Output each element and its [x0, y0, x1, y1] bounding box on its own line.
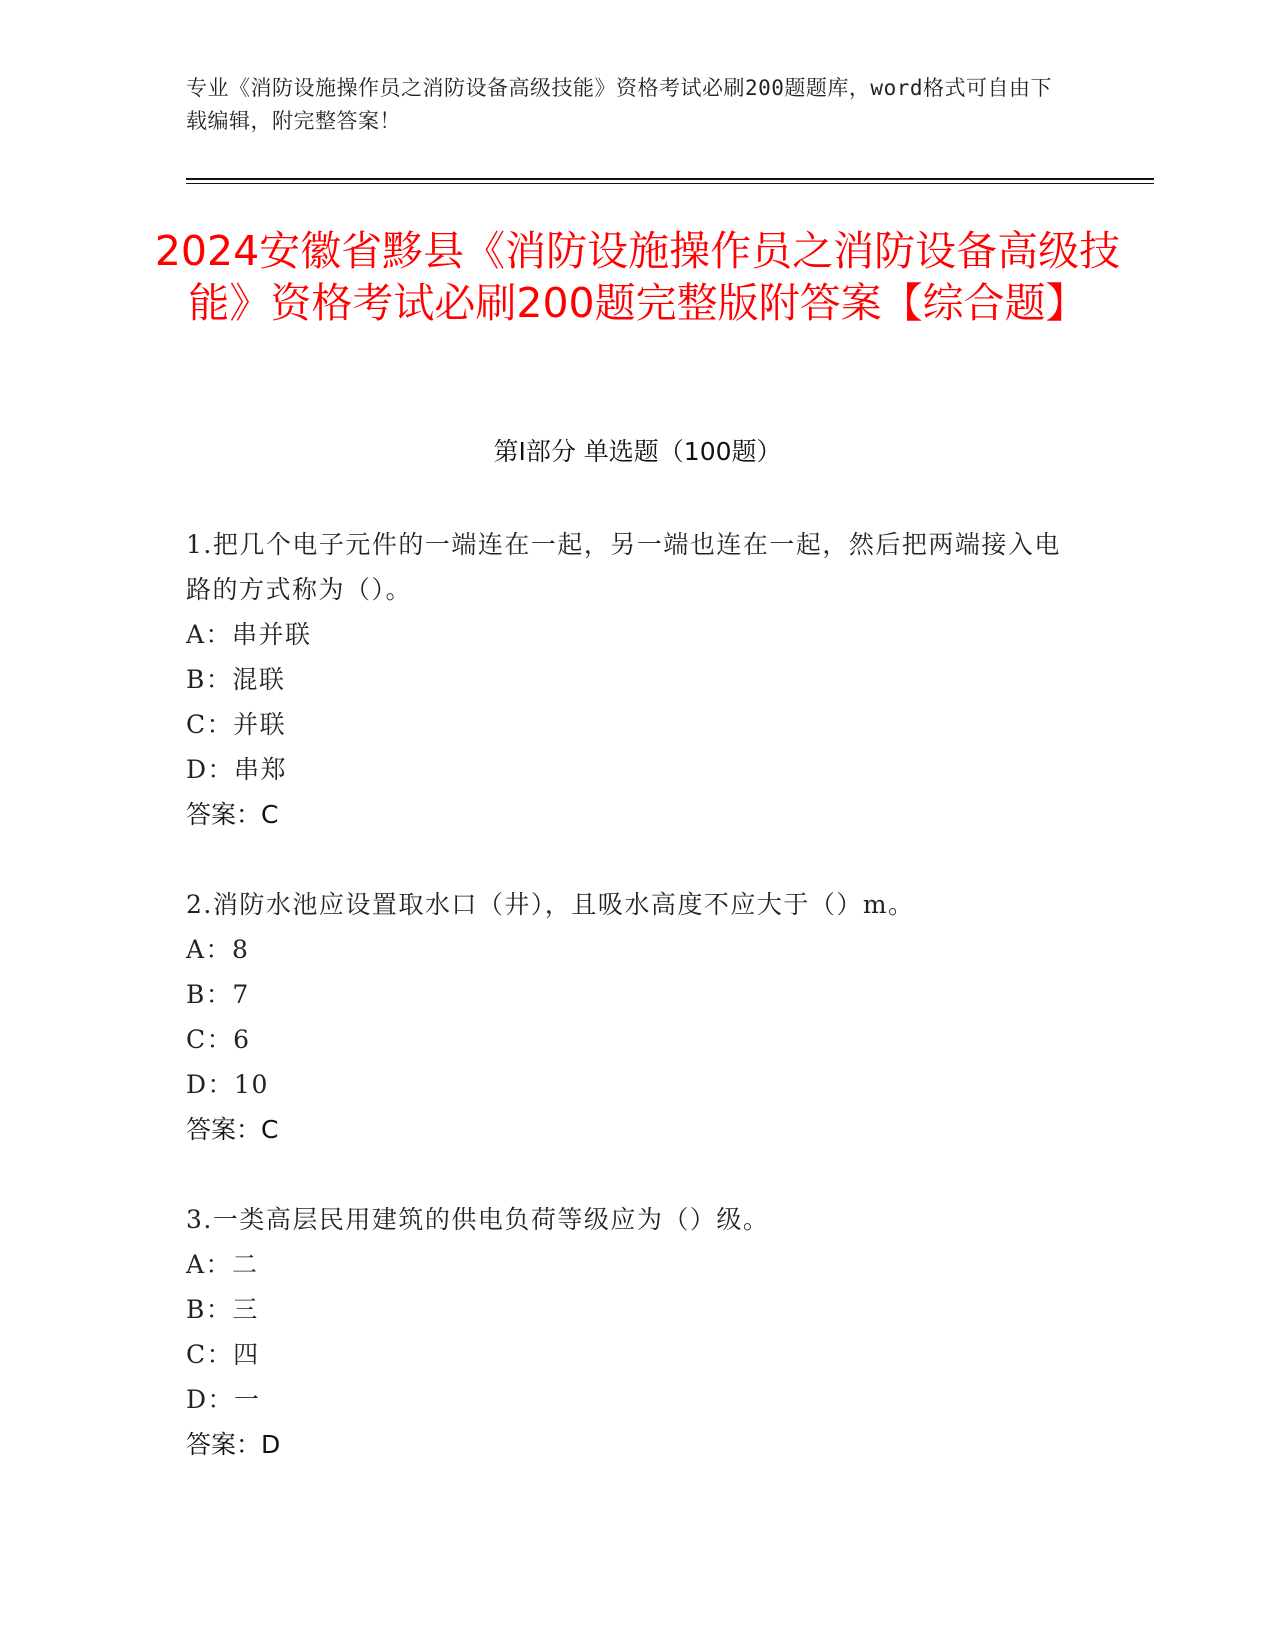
option-b: B：三	[186, 1295, 259, 1324]
option-b: B：7	[186, 980, 250, 1009]
option-c: C：6	[186, 1025, 251, 1054]
answer: 答案：C	[186, 1115, 279, 1144]
question-list	[186, 522, 1086, 1512]
answer: 答案：D	[186, 1430, 281, 1459]
option-a: A：8	[186, 935, 250, 964]
header-divider-thick	[186, 178, 1154, 180]
option-a: A：二	[186, 1250, 259, 1279]
question-item	[186, 882, 1086, 1152]
option-d: D：10	[186, 1070, 269, 1099]
question-item	[186, 522, 1086, 837]
answer: 答案：C	[186, 800, 279, 829]
document-title: 2024安徽省黟县《消防设施操作员之消防设备高级技能》资格考试必刷200题完整版附答案【综合题】	[154, 227, 1121, 327]
header-divider-thin	[186, 183, 1154, 184]
section-title: 第I部分 单选题（100题）	[493, 437, 782, 466]
option-d: D：一	[186, 1385, 261, 1414]
option-a: A：串并联	[186, 620, 312, 649]
question-item	[186, 1197, 1086, 1467]
question-stem: 3.一类高层民用建筑的供电负荷等级应为（）级。	[186, 1205, 770, 1234]
question-stem: 1.把几个电子元件的一端连在一起，另一端也连在一起，然后把两端接入电路的方式称为（）。	[186, 530, 1061, 604]
option-b: B：混联	[186, 665, 286, 694]
header-note: 专业《消防设施操作员之消防设备高级技能》资格考试必刷200题题库，word格式可自由下载编辑，附完整答案！	[186, 76, 1052, 133]
option-c: C：四	[186, 1340, 260, 1369]
option-c: C：并联	[186, 710, 287, 739]
option-d: D：串郑	[186, 755, 288, 784]
question-stem: 2.消防水池应设置取水口（井），且吸水高度不应大于（）m。	[186, 890, 915, 919]
